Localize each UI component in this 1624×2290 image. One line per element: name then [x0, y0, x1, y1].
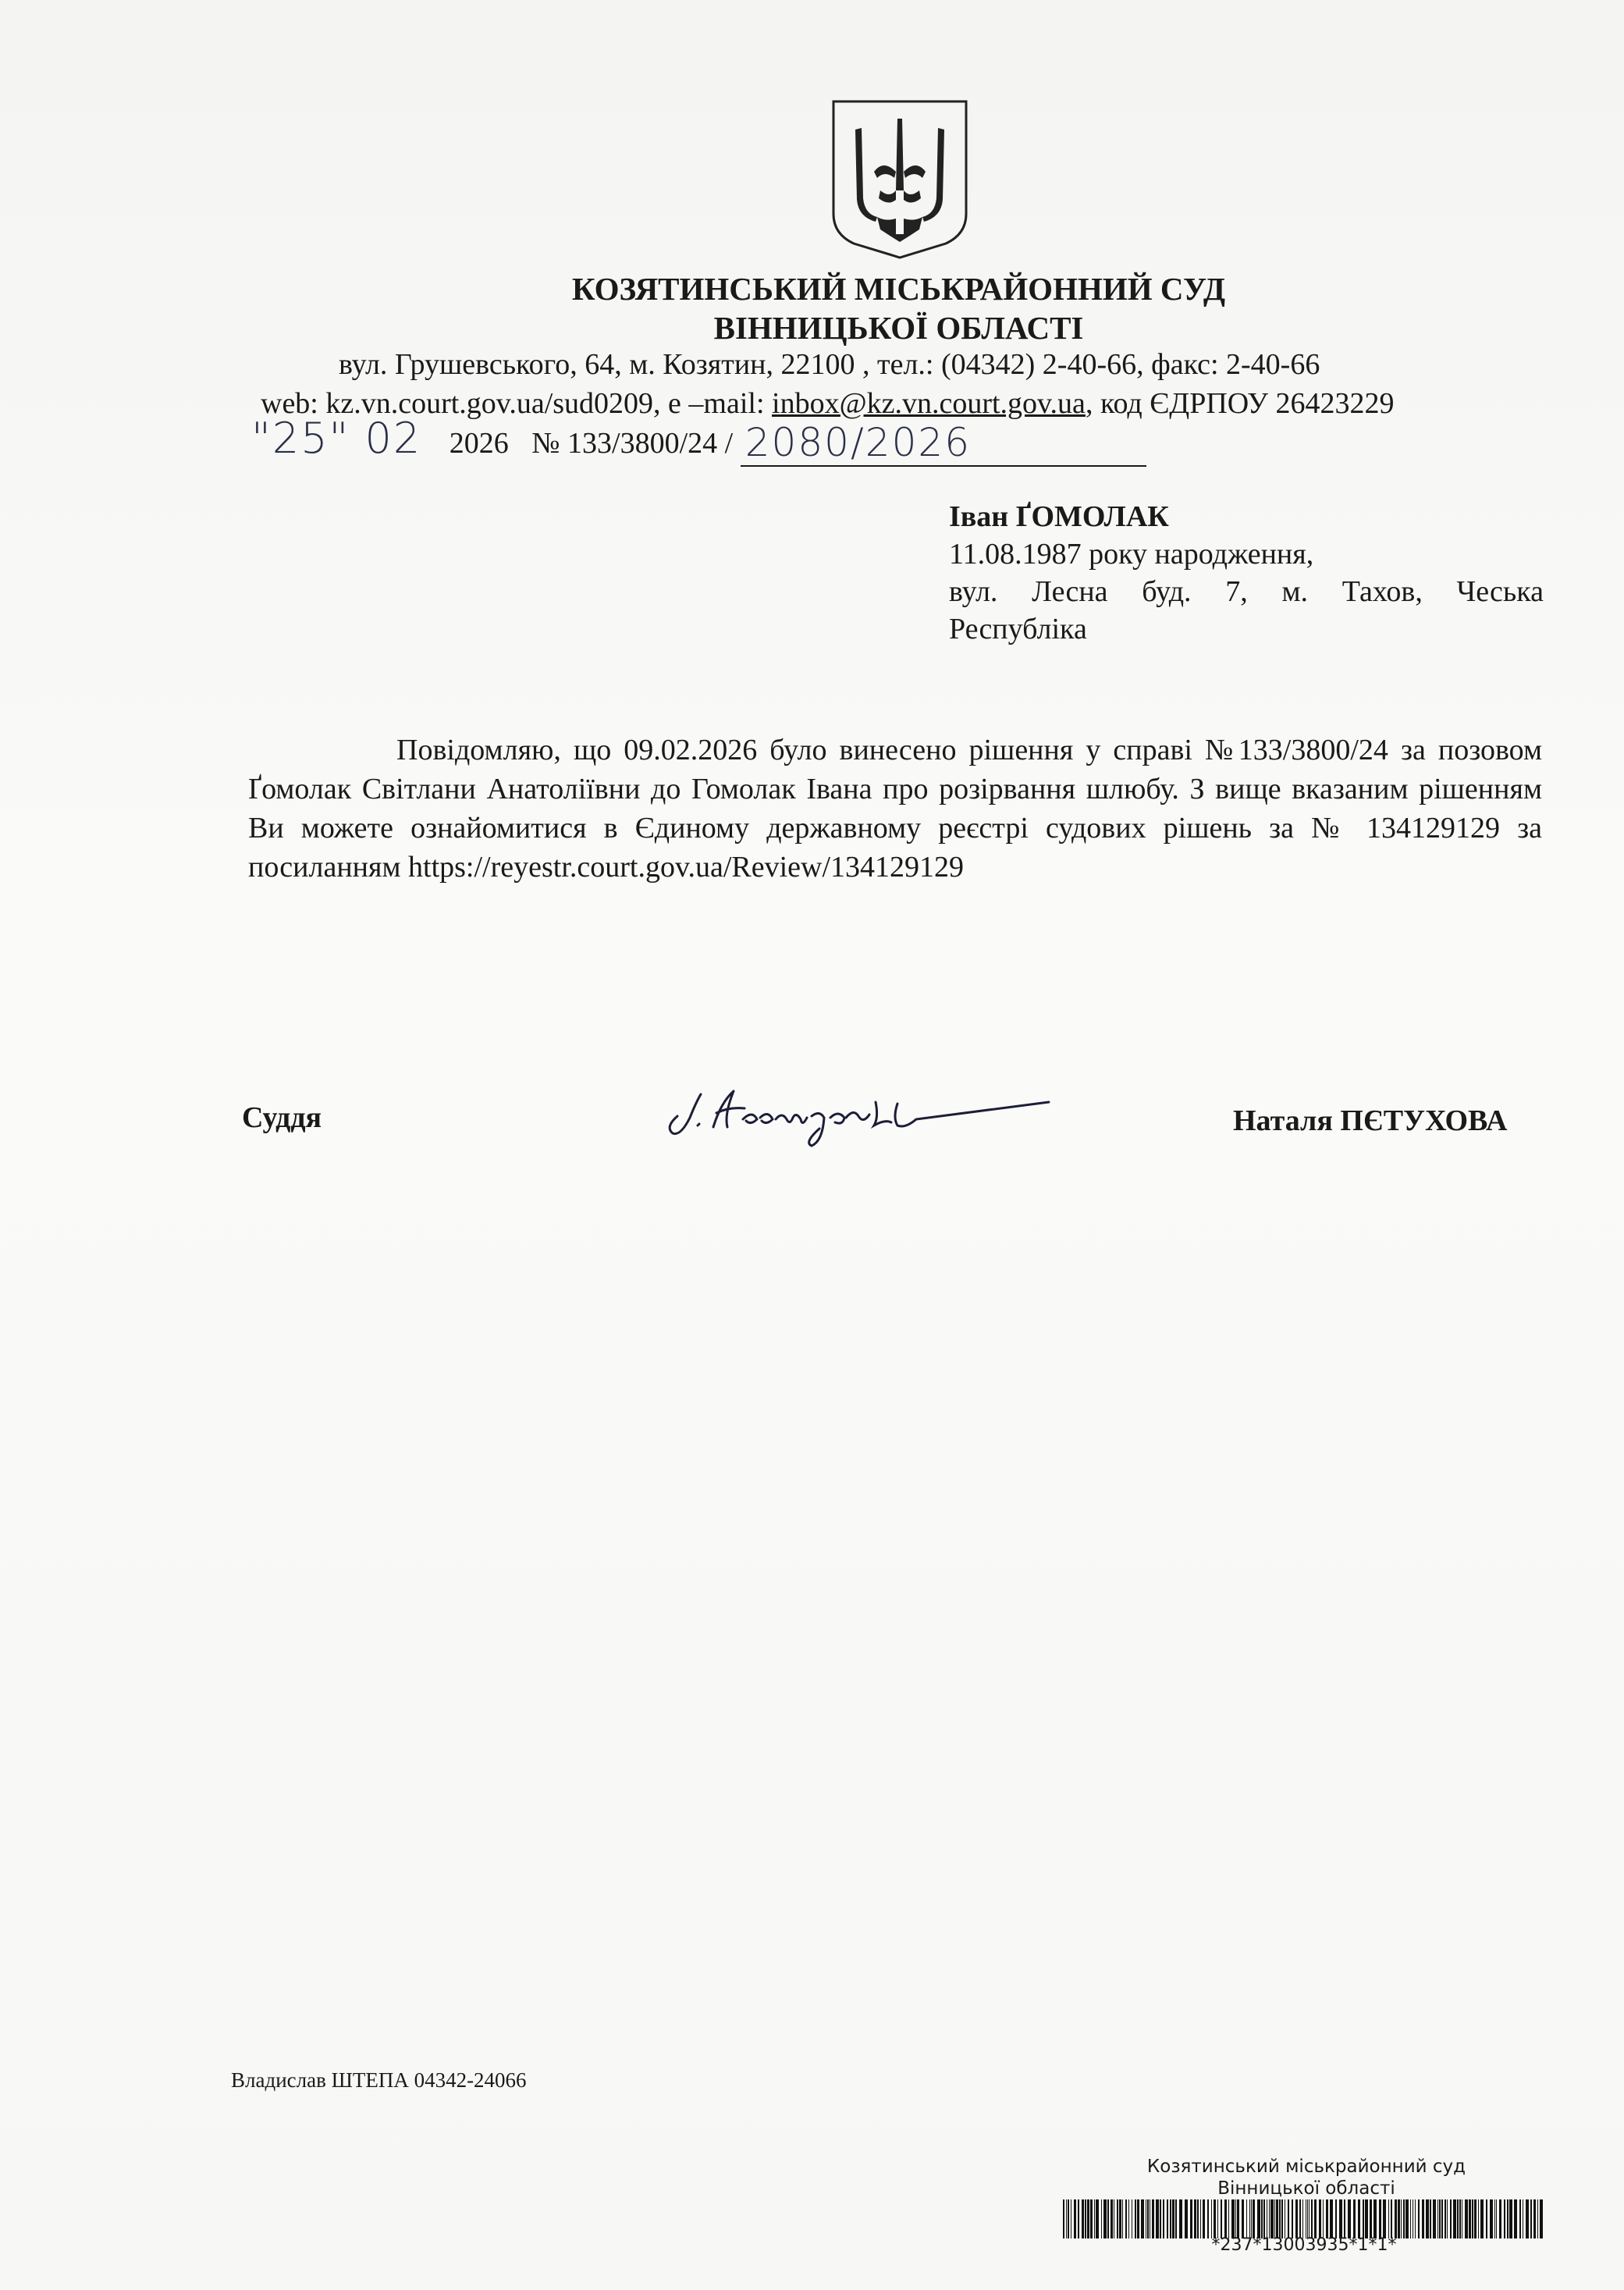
barcode-bar — [1235, 2199, 1236, 2238]
barcode-bar — [1211, 2199, 1212, 2238]
judge-role: Суддя — [242, 1101, 322, 1134]
barcode-bar — [1447, 2199, 1448, 2238]
barcode-bar — [1269, 2199, 1270, 2238]
barcode-bar — [1274, 2199, 1275, 2238]
barcode-bar — [1270, 2199, 1274, 2238]
barcode-bar — [1141, 2199, 1144, 2238]
barcode-bar — [1276, 2199, 1278, 2238]
barcode-bar — [1490, 2199, 1493, 2238]
executor-contact: Владислав ШТЕПА 04342-24066 — [231, 2068, 527, 2092]
handwritten-signature — [659, 1071, 1064, 1149]
barcode-bar — [1530, 2199, 1532, 2238]
barcode-bar — [1156, 2199, 1159, 2238]
barcode-bar — [1087, 2199, 1089, 2238]
barcode-bar — [1395, 2199, 1397, 2238]
barcode-bar — [1302, 2199, 1303, 2238]
barcode-bar — [1200, 2199, 1201, 2238]
barcode-bar — [1314, 2199, 1317, 2238]
stamp-line2: Вінницької області — [1217, 2178, 1395, 2199]
notice-paragraph: Повідомляю, що 09.02.2026 було винесено рішення у справі №133/3800/24 за позовом Ґомолак Світлани Анатоліївни до Гомолак Івана про розірвання шлюбу. З вище вказаним рішенням Ви можете ознайомитися в Єдиному державному реєстрі судових рішень за № 134129129 за посиланням https://reyestr.court.gov.ua/Review/134129129 — [248, 734, 1542, 884]
barcode-bar — [1090, 2199, 1093, 2238]
barcode-bar — [1261, 2199, 1263, 2238]
barcode-bar — [1422, 2199, 1424, 2238]
barcode-bar — [1224, 2199, 1227, 2238]
barcode-bar — [1228, 2199, 1229, 2238]
barcode-bar — [1309, 2199, 1310, 2238]
barcode-bar — [1203, 2199, 1205, 2238]
court-name-line1: КОЗЯТИНСЬКИЙ МІСЬКРАЙОННИЙ СУД — [571, 271, 1226, 307]
barcode-bar — [1433, 2199, 1436, 2238]
edrpou-code: , код ЄДРПОУ 26423229 — [1085, 387, 1395, 420]
barcode-bar — [1401, 2199, 1402, 2238]
barcode-bar — [1082, 2199, 1084, 2238]
barcode-bar — [1096, 2199, 1099, 2238]
barcode-bar — [1085, 2199, 1086, 2238]
barcode — [1063, 2199, 1545, 2238]
recipient-address-line2: Республіка — [949, 613, 1087, 645]
barcode-bar — [1504, 2199, 1505, 2238]
barcode-bar — [1207, 2199, 1209, 2238]
barcode-bar — [1430, 2199, 1431, 2238]
barcode-bar — [1237, 2199, 1239, 2238]
court-address: вул. Грушевського, 64, м. Козятин, 22100 , тел.: (04342) 2-40-66, факс: 2-40-66 — [339, 348, 1320, 381]
barcode-bar — [1170, 2199, 1171, 2238]
barcode-bar — [1221, 2199, 1222, 2238]
barcode-bar — [1197, 2199, 1199, 2238]
recipient-address-line1: вул. Лесна буд. 7, м. Тахов, Чеська — [949, 575, 1544, 608]
barcode-bar — [1319, 2199, 1321, 2238]
barcode-bar — [1299, 2199, 1301, 2238]
barcode-bar — [1111, 2199, 1113, 2238]
barcode-bar — [1426, 2199, 1429, 2238]
barcode-bar — [1068, 2199, 1069, 2238]
barcode-bar — [1348, 2199, 1351, 2238]
recipient-name: Іван ҐОМОЛАК — [949, 500, 1169, 533]
outgoing-number-line — [251, 414, 1146, 468]
barcode-bar — [1307, 2199, 1308, 2238]
notice-body — [248, 731, 1542, 887]
barcode-bar — [1194, 2199, 1196, 2238]
barcode-bar — [1537, 2199, 1538, 2238]
barcode-bar — [1160, 2199, 1161, 2238]
court-name-line2: ВІННИЦЬКОЇ ОБЛАСТІ — [713, 310, 1084, 346]
barcode-bar — [1253, 2199, 1255, 2238]
barcode-bar — [1242, 2199, 1244, 2238]
barcode-bar — [1499, 2199, 1501, 2238]
barcode-bar — [1257, 2199, 1260, 2238]
barcode-bar — [1135, 2199, 1136, 2238]
barcode-bar — [1292, 2199, 1293, 2238]
barcode-bar — [1288, 2199, 1289, 2238]
barcode-bar — [1063, 2199, 1064, 2238]
barcode-bar — [1107, 2199, 1109, 2238]
judge-name: Наталя ПЄТУХОВА — [1233, 1104, 1508, 1137]
barcode-bar — [1474, 2199, 1477, 2238]
web-label: web: kz.vn.court.gov.ua/sud0209, е –mail: — [261, 387, 773, 420]
handwritten-number: 2080/2026 — [744, 420, 972, 465]
barcode-bar — [1418, 2199, 1420, 2238]
barcode-bar — [1295, 2199, 1298, 2238]
barcode-bar — [1478, 2199, 1479, 2238]
barcode-bar — [1453, 2199, 1456, 2238]
barcode-bar — [1231, 2199, 1235, 2238]
coat-of-arms-emblem — [829, 97, 971, 261]
barcode-bar — [1398, 2199, 1400, 2238]
barcode-bar — [1496, 2199, 1497, 2238]
outgoing-year: 2026 — [449, 427, 509, 460]
barcode-bar — [1373, 2199, 1377, 2238]
barcode-bar — [1279, 2199, 1281, 2238]
barcode-bar — [1251, 2199, 1252, 2238]
barcode-bar — [1323, 2199, 1324, 2238]
barcode-bar — [1370, 2199, 1372, 2238]
barcode-bar — [1137, 2199, 1139, 2238]
barcode-bar — [1445, 2199, 1446, 2238]
barcode-bar — [1094, 2199, 1095, 2238]
barcode-bar — [1465, 2199, 1468, 2238]
barcode-bar — [1519, 2199, 1521, 2238]
barcode-text: *237*13003935*1*1* — [1211, 2235, 1397, 2255]
barcode-bar — [1441, 2199, 1443, 2238]
barcode-bar — [1103, 2199, 1107, 2238]
barcode-bar — [1383, 2199, 1386, 2238]
handwritten-date: "25" 02 — [251, 414, 422, 463]
barcode-bar — [1507, 2199, 1509, 2238]
barcode-bar — [1344, 2199, 1345, 2238]
barcode-bar — [1358, 2199, 1360, 2238]
recipient-birth: 11.08.1987 року народження, — [949, 538, 1314, 571]
barcode-bar — [1540, 2199, 1543, 2238]
barcode-bar — [1526, 2199, 1529, 2238]
barcode-bar — [1405, 2199, 1409, 2238]
barcode-bar — [1415, 2199, 1416, 2238]
barcode-bar — [1128, 2199, 1129, 2238]
barcode-bar — [1514, 2199, 1517, 2238]
barcode-bar — [1365, 2199, 1368, 2238]
barcode-bar — [1480, 2199, 1484, 2238]
barcode-bar — [1459, 2199, 1461, 2238]
email-link[interactable]: inbox@kz.vn.court.gov.ua — [772, 387, 1086, 420]
barcode-bar — [1457, 2199, 1459, 2238]
barcode-bar — [1388, 2199, 1389, 2238]
barcode-bar — [1217, 2199, 1218, 2238]
barcode-bar — [1078, 2199, 1079, 2238]
recipient-block — [949, 498, 1544, 648]
barcode-bar — [1185, 2199, 1188, 2238]
court-registration-stamp — [1057, 2156, 1556, 2199]
barcode-bar — [1353, 2199, 1356, 2238]
barcode-bar — [1263, 2199, 1265, 2238]
barcode-bar — [1379, 2199, 1381, 2238]
barcode-bar — [1410, 2199, 1411, 2238]
barcode-bar — [1403, 2199, 1405, 2238]
barcode-bar — [1152, 2199, 1154, 2238]
barcode-bar — [1326, 2199, 1328, 2238]
barcode-bar — [1249, 2199, 1250, 2238]
barcode-bar — [1335, 2199, 1337, 2238]
barcode-bar — [1439, 2199, 1441, 2238]
barcode-bar — [1172, 2199, 1174, 2238]
barcode-bar — [1450, 2199, 1452, 2238]
stamp-line1: Козятинський міськрайонний суд — [1146, 2157, 1466, 2177]
barcode-bar — [1147, 2199, 1149, 2238]
barcode-bar — [1486, 2199, 1487, 2238]
barcode-bar — [1179, 2199, 1182, 2238]
handwritten-number-field — [741, 420, 1146, 467]
barcode-bar — [1509, 2199, 1512, 2238]
barcode-bar — [1472, 2199, 1473, 2238]
barcode-bar — [1469, 2199, 1471, 2238]
outgoing-number: № 133/3800/24 / — [531, 427, 734, 460]
barcode-bar — [1391, 2199, 1392, 2238]
barcode-bar — [1122, 2199, 1123, 2238]
barcode-bar — [1117, 2199, 1118, 2238]
barcode-bar — [1066, 2199, 1067, 2238]
barcode-bar — [1214, 2199, 1216, 2238]
barcode-bar — [1494, 2199, 1495, 2238]
barcode-bar — [1190, 2199, 1192, 2238]
barcode-bar — [1533, 2199, 1536, 2238]
barcode-bar — [1074, 2199, 1076, 2238]
barcode-bar — [1281, 2199, 1283, 2238]
barcode-bar — [1163, 2199, 1164, 2238]
barcode-bar — [1311, 2199, 1313, 2238]
barcode-bar — [1125, 2199, 1127, 2238]
barcode-bar — [1101, 2199, 1102, 2238]
barcode-bar — [1363, 2199, 1364, 2238]
barcode-bar — [1119, 2199, 1121, 2238]
barcode-bar — [1437, 2199, 1438, 2238]
barcode-bar — [1339, 2199, 1342, 2238]
barcode-bar — [1246, 2199, 1247, 2238]
barcode-bar — [1330, 2199, 1333, 2238]
barcode-bar — [1167, 2199, 1168, 2238]
barcode-bar — [1175, 2199, 1177, 2238]
